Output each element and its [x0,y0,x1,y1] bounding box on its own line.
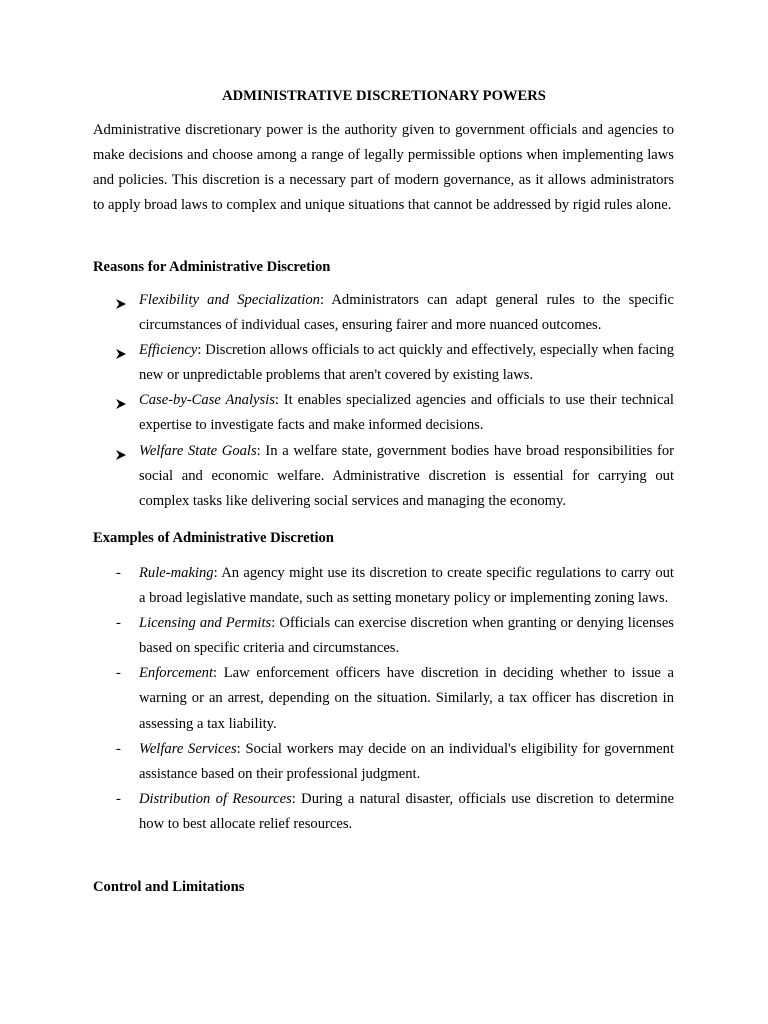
item-term: Efficiency [139,342,198,359]
list-item [93,561,674,611]
list-item [93,288,674,338]
item-text: : It enables specialized agencies and officials to use their technical expertise to investigate facts and make informed decisions. [139,392,674,434]
item-term: Case-by-Case Analysis [139,392,275,409]
control-heading: Control and Limitations [93,879,245,895]
arrowhead-bullet-icon [115,445,133,470]
item-term: Rule-making [139,565,214,581]
examples-list [93,561,674,837]
item-term: Distribution of Resources [139,790,292,807]
item-text: : During a natural disaster, officials use discretion to determine how to best allocate relief resources. [139,790,674,832]
item-text: : Law enforcement officers have discretion in deciding whether to issue a warning or an arrest, depending on the situation. Similarly, a tax officer has discretion in assessing a tax liability. [139,665,674,732]
dash-bullet: - [116,740,121,757]
arrowhead-bullet-icon [115,344,133,369]
reasons-heading: Reasons for Administrative Discretion [93,259,331,275]
list-item [93,338,674,388]
arrowhead-bullet-icon [115,394,133,419]
examples-heading: Examples of Administrative Discretion [93,530,334,546]
list-item [93,737,674,787]
list-item [93,388,674,438]
item-text: : An agency might use its discretion to create specific regulations to carry out a broad legislative mandate, such as setting monetary policy or implementing zoning laws. [139,565,674,607]
dash-bullet: - [116,665,121,682]
item-term: Flexibility and Specialization [139,292,320,308]
document-title: ADMINISTRATIVE DISCRETIONARY POWERS [222,88,546,104]
list-item [93,611,674,661]
arrowhead-bullet-icon [115,294,133,319]
dash-bullet: - [116,565,121,581]
dash-bullet: - [116,615,121,632]
list-item [93,661,674,736]
item-text: : Discretion allows officials to act quickly and effectively, especially when facing new or unpredictable problems that aren't covered by existing laws. [139,342,674,384]
list-item [93,439,674,514]
list-item [93,787,674,837]
reasons-list [93,288,674,514]
intro-paragraph: Administrative discretionary power is the authority given to government officials and agencies to make decisions and choose among a range of legally permissible options when implementing laws and policies. This discretion is a necessary part of modern governance, as it allows administrators to apply broad laws to complex and unique situations that cannot be addressed by rigid rules alone. [93,122,674,214]
item-text: : Officials can exercise discretion when granting or denying licenses based on specific criteria and circumstances. [139,615,674,657]
item-term: Welfare State Goals [139,442,257,459]
item-term: Welfare Services [139,740,237,757]
item-term: Enforcement [139,665,214,682]
item-text: : In a welfare state, government bodies have broad responsibilities for social and economic welfare. Administrative discretion is essential for carrying out complex tasks like delivering social services and managing the economy. [139,442,674,509]
item-text: : Social workers may decide on an individual's eligibility for government assistance based on their professional judgment. [139,740,674,782]
dash-bullet: - [116,790,121,807]
item-term: Licensing and Permits [139,615,272,632]
item-text: : Administrators can adapt general rules to the specific circumstances of individual cases, ensuring fairer and more nuanced outcomes. [139,292,674,334]
